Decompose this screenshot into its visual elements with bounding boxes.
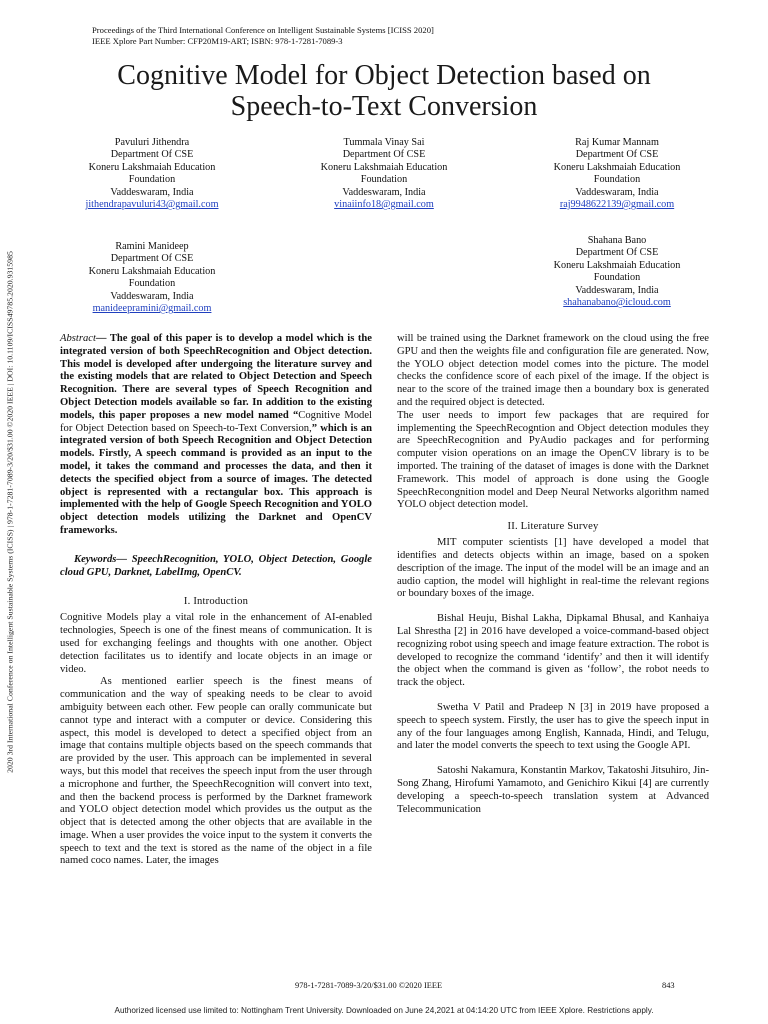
author-dept: Department Of CSE bbox=[575, 247, 659, 259]
section-heading-literature-survey: II. Literature Survey bbox=[507, 521, 599, 533]
literature-paragraph-2: Bishal Heuju, Bishal Lakha, Dipkamal Bhusal, and Kanhaiya Lal Shrestha [2] in 2016 have developed a voice-command-based object recognizing robot using speech and image feature extraction. The robot is developed to recognize the command ‘identify’ and then it will identify the object when the command is given as ‘follow’, the robot needs to track the object. bbox=[397, 613, 709, 689]
right-column bbox=[397, 333, 709, 816]
author-block-2 bbox=[289, 137, 479, 211]
section-heading-introduction: I. Introduction bbox=[183, 596, 249, 608]
author-email-link[interactable]: jithendrapavuluri43@gmail.com bbox=[85, 199, 219, 211]
author-dept: Department Of CSE bbox=[110, 253, 194, 265]
abstract-label: Abstract bbox=[60, 333, 96, 344]
author-block-4 bbox=[57, 241, 247, 315]
proceedings-line: Proceedings of the Third International Conference on Intelligent Sustainable Systems [ICISS 2020] bbox=[92, 25, 434, 35]
author-org: Foundation bbox=[593, 272, 641, 284]
author-block-3 bbox=[522, 137, 712, 211]
keywords-text: SpeechRecognition, YOLO, Object Detection, Google cloud GPU, Darknet, LabelImg, OpenCV. bbox=[60, 553, 372, 578]
author-name: Ramini Manideep bbox=[115, 241, 189, 252]
author-org: Koneru Lakshmaiah Education bbox=[88, 265, 216, 277]
author-name: Tummala Vinay Sai bbox=[343, 137, 425, 148]
author-org: Foundation bbox=[128, 174, 176, 186]
author-city: Vaddeswaram, India bbox=[342, 186, 426, 198]
doi-sidebar-text: 2020 3rd International Conference on Intelligent Sustainable Systems (ICISS) | 978-1-7281-7089-3/20/$31.00 ©2020 IEEE | DOI: 10.1109/ICISS49785.2020.9315985 bbox=[5, 251, 15, 773]
right-paragraph-2: The user needs to import few packages that are required for implementing the SpeechRecogntion and Object detection modules they are SpeechRecognition and PyAudio packages and for performing computer vision operations on an image the OpenCV library is to be imported. The training of the dataset of images is done with the Darknet Framework. This model of approach is done using the Google SpeechRecongnition model and Deep Neural Networks algorithm named YOLO object detection model. bbox=[397, 409, 709, 511]
abstract-text-1: The goal of this paper is to develop a model which is the integrated version of both SpeechRecognition and Object detection. This model is developed after undergoing the literature survey and the existing models that are related to Object Detection and Speech Recognition. There are several types of Speech Recognition and Object Detection models available so far. In addition to the existing models, this paper proposes a new model named “ bbox=[60, 333, 372, 421]
keywords bbox=[60, 554, 372, 580]
author-name: Pavuluri Jithendra bbox=[114, 137, 190, 148]
author-org: Koneru Lakshmaiah Education bbox=[553, 259, 681, 271]
page-number: 843 bbox=[662, 981, 675, 990]
paper-title bbox=[0, 60, 768, 122]
keywords-label: Keywords— bbox=[74, 553, 132, 565]
author-dept: Department Of CSE bbox=[575, 149, 659, 161]
author-block-1 bbox=[57, 137, 247, 211]
literature-paragraph-4: Satoshi Nakamura, Konstantin Markov, Takatoshi Jitsuhiro, Jin-Song Zhang, Hirofumi Yamamoto, and Genichiro Kikui [4] are currently developing a speech-to-speech translation system at Advanced Telecommunication bbox=[397, 765, 709, 815]
author-email-link[interactable]: vinaiinfo18@gmail.com bbox=[334, 199, 434, 211]
abstract-model-name: Cognitive Model for Object Detection based on Speech-to-Text Conversion, bbox=[60, 409, 372, 434]
authorized-use-notice: Authorized licensed use limited to: Nottingham Trent University. Downloaded on June 24,2021 at 04:14:20 UTC from IEEE Xplore. Restrictions apply. bbox=[114, 1006, 654, 1015]
footer-copyright: 978-1-7281-7089-3/20/$31.00 ©2020 IEEE bbox=[295, 981, 443, 990]
intro-paragraph-2: As mentioned earlier speech is the finest means of communication and the way of speaking needs to be clear to avoid ambiguity between each other. Few people can orally communicate but cannot type and interact with a computer or device. Considering this aspect, this model is developed to detect a specified object from an image that contains multiple objects based on the speech commands that are provided by the user. This approach can be implemented in several ways, but this model that receives the speech input from the user through a microphone and further, the SpeechRecognition will convert into text, and then the backend process is performed by the Darknet framework and YOLO object detection model which provides us the output as the object that is detected among the other objects that are available in the image. When a user provides the voice input to the system it converts the speech to text and the text is stored as the name of the object in a file named coco names. Later, the images bbox=[60, 676, 372, 867]
author-name: Raj Kumar Mannam bbox=[575, 137, 659, 148]
literature-paragraph-1: MIT computer scientists [1] have developed a model that identifies and detects objects within an image, based on a spoken description of the image. The input of the model will be an image and an audio caption, the model will highlight in real-time the relevant regions or boundary boxes of the image. bbox=[397, 537, 709, 600]
abstract: Abstract— The goal of this paper is to develop a model which is the integrated version of both SpeechRecognition and Object detection. This model is developed after undergoing the literature survey and the existing models that are related to Object Detection and Speech Recognition. There are several types of Speech Recognition and Object Detection models available so far. In addition to the existing models, this paper proposes a new model named “Cognitive Model for Object Detection based on Speech-to-Text Conversion,” which is an integrated version of both Speech Recognition and Object Detection models. Firstly, A speech command is provided as an input to the model, it takes the command and processes the data, and then it detects the specified object from a source of images. The detected object is represented with a rectangular box. This approach is implemented with the help of Google Speech Recognition and YOLO object detection models utilizing the Darknet and OpenCV frameworks. bbox=[60, 333, 373, 536]
author-org: Foundation bbox=[128, 278, 176, 290]
author-email-link[interactable]: shahanabano@icloud.com bbox=[563, 297, 671, 309]
ieee-xplore-line: IEEE Xplore Part Number: CFP20M19-ART; ISBN: 978-1-7281-7089-3 bbox=[92, 36, 343, 46]
author-org: Koneru Lakshmaiah Education bbox=[88, 161, 216, 173]
literature-paragraph-3: Swetha V Patil and Pradeep N [3] in 2019 have proposed a speech to speech system. Firstly, the user has to give the speech input in any of the four languages among English, Kannada, Hindi, and Telugu, and later the model converts the speech to text using the Google API. bbox=[397, 701, 709, 752]
right-paragraph-1: will be trained using the Darknet framework on the cloud using the free GPU and then the weights file and configuration file are generated. Now, the YOLO object detection model comes into the picture. The model checks the confidence score of each pixel of the image. If the object is near to the score of the trained image then a boundary box is generated and the required object is detected. bbox=[397, 333, 709, 408]
author-city: Vaddeswaram, India bbox=[110, 290, 194, 302]
author-block-5 bbox=[522, 235, 712, 309]
abstract-text-2: ” which is an integrated version of both Speech Recognition and Object Detection models. Firstly, A speech command is provided as an input to the model, it takes the command and processes the data, and then it detects the specified object from a source of images. The detected object is represented with a rectangular box. This approach is implemented with the help of Google Speech Recognition and YOLO object detection models utilizing the Darknet and OpenCV frameworks. bbox=[60, 422, 373, 536]
author-city: Vaddeswaram, India bbox=[110, 186, 194, 198]
author-city: Vaddeswaram, India bbox=[575, 284, 659, 296]
title-line-1: Cognitive Model for Object Detection based on bbox=[117, 60, 651, 91]
author-org: Koneru Lakshmaiah Education bbox=[553, 161, 681, 173]
author-dept: Department Of CSE bbox=[110, 149, 194, 161]
author-email-link[interactable]: raj9948622139@gmail.com bbox=[559, 199, 675, 211]
title-line-2: Speech-to-Text Conversion bbox=[230, 91, 538, 122]
intro-paragraph-1: Cognitive Models play a vital role in the enhancement of AI-enabled technologies, Speech is one of the finest means of communication. It is used for exchanging feelings and thoughts with one another. Object detection facilitates us to identify and locate objects in an image or video. bbox=[60, 612, 372, 675]
author-email-link[interactable]: manideepramini@gmail.com bbox=[92, 303, 212, 315]
left-column bbox=[60, 333, 372, 868]
author-name: Shahana Bano bbox=[587, 235, 647, 246]
author-org: Foundation bbox=[360, 174, 408, 186]
author-org: Koneru Lakshmaiah Education bbox=[320, 161, 448, 173]
author-org: Foundation bbox=[593, 174, 641, 186]
author-city: Vaddeswaram, India bbox=[575, 186, 659, 198]
author-dept: Department Of CSE bbox=[342, 149, 426, 161]
